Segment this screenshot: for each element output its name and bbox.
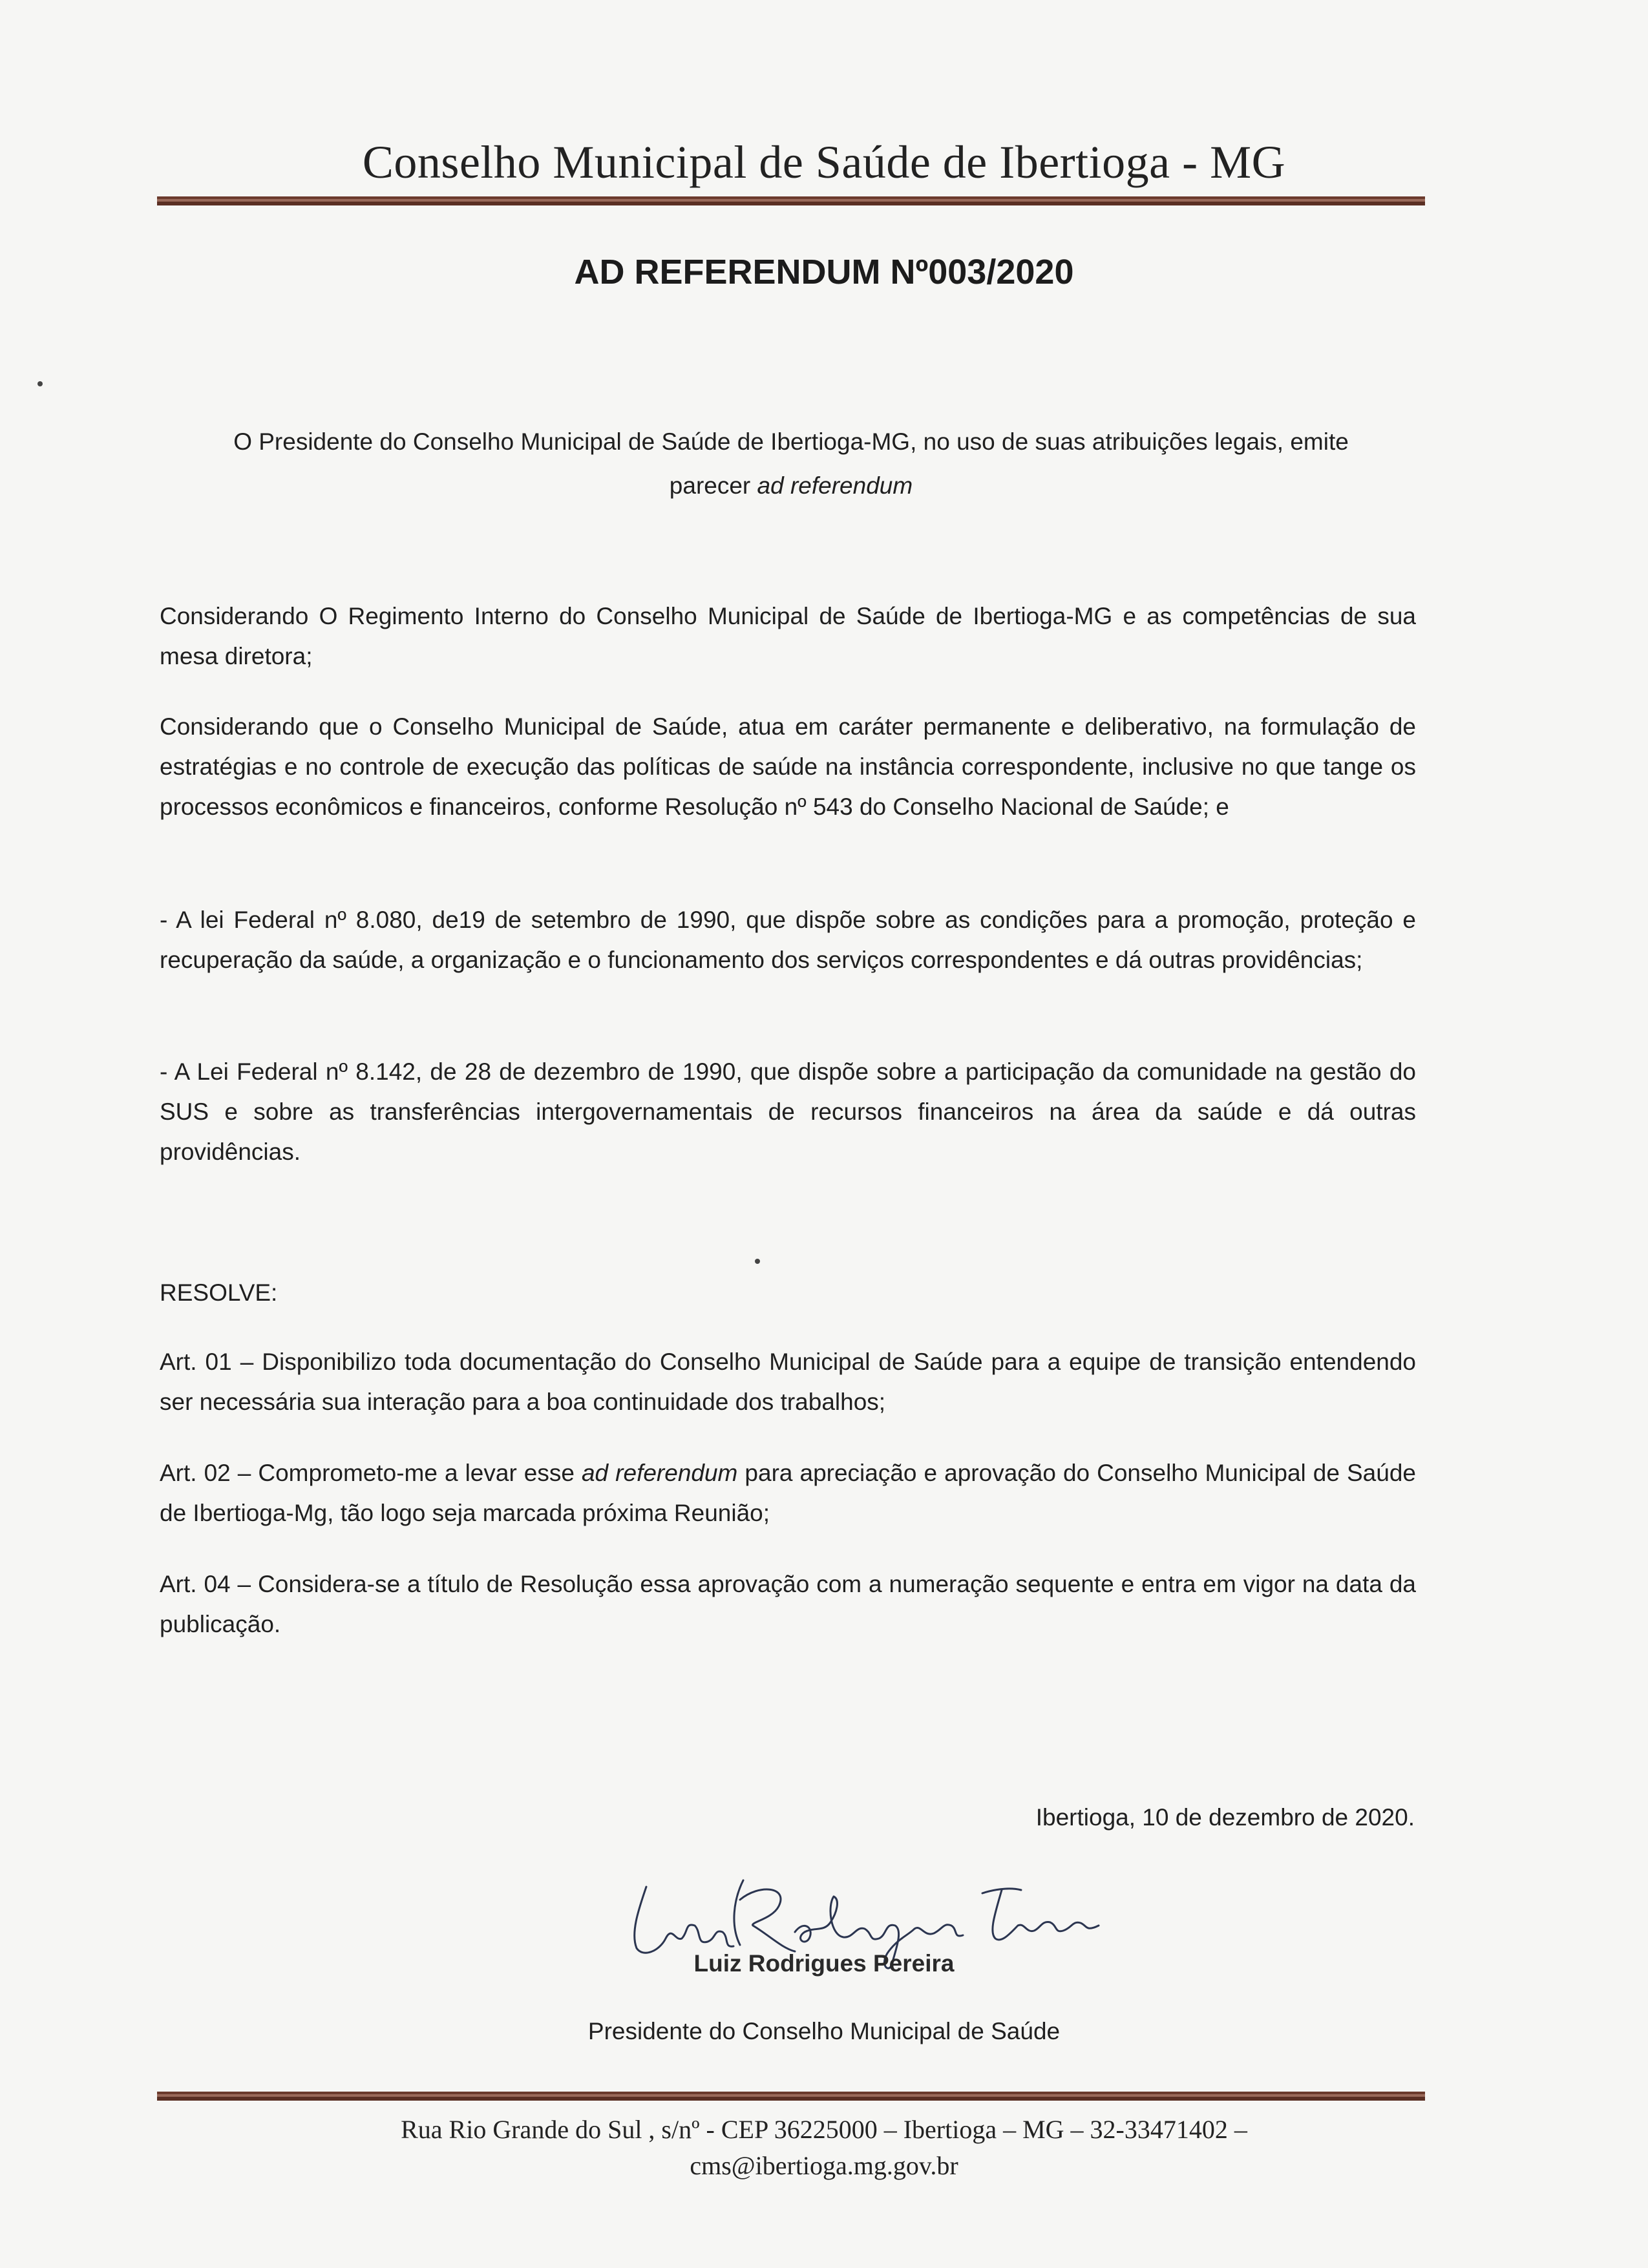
considerando-2-text: Considerando que o Conselho Municipal de Saúde, atua em caráter permanente e deliberativo, na formulação de estratégias e no controle de execução das políticas de saúde na instância correspondente, inclusive no que tange os processos econômicos e financeiros, conforme Resolução nº 543 do Conselho Nacional de Saúde; e xyxy=(160,713,1416,820)
place-and-date: Ibertioga, 10 de dezembro de 2020. xyxy=(1035,1804,1415,1831)
document-title: AD REFERENDUM Nº003/2020 xyxy=(574,253,1074,291)
signer-name: Luiz Rodrigues Pereira xyxy=(693,1950,955,1977)
article-02-prefix: Art. 02 – Comprometo-me a levar esse xyxy=(160,1460,582,1486)
lei-8080-paragraph xyxy=(160,900,1416,980)
intro-paragraph xyxy=(157,420,1425,508)
footer-divider xyxy=(157,2092,1425,2101)
article-01-text: Art. 01 – Disponibilizo toda documentação do Conselho Municipal de Saúde para a equipe de transição entendendo ser necessária sua interação para a boa continuidade dos trabalhos; xyxy=(160,1349,1416,1415)
article-01 xyxy=(160,1342,1416,1422)
scan-speck xyxy=(37,381,43,386)
footer-address: Rua Rio Grande do Sul , s/nº - CEP 36225000 – Ibertioga – MG – 32-33471402 – xyxy=(401,2115,1247,2144)
footer-email: cms@ibertioga.mg.gov.br xyxy=(690,2151,958,2180)
considerando-1 xyxy=(160,596,1416,677)
footer xyxy=(0,2112,1648,2184)
intro-line-2 xyxy=(157,464,1425,508)
signer-role: Presidente do Conselho Municipal de Saúde xyxy=(587,2018,1061,2044)
article-02-italic: ad referendum xyxy=(581,1460,738,1486)
intro-line-1: O Presidente do Conselho Municipal de Saúde de Ibertioga-MG, no uso de suas atribuições legais, emite xyxy=(233,428,1349,455)
header-divider xyxy=(157,196,1425,205)
article-04 xyxy=(160,1564,1416,1644)
lei-8142-text: - A Lei Federal nº 8.142, de 28 de dezembro de 1990, que dispõe sobre a participação da comunidade na gestão do SUS e sobre as transferências intergovernamentais de recursos financeiros na área da saúde e dá outras providências. xyxy=(160,1058,1416,1165)
intro-italic: ad referendum xyxy=(757,472,913,499)
resolve-heading xyxy=(160,1273,1416,1313)
intro-prefix: parecer xyxy=(669,472,757,499)
scan-speck xyxy=(755,1259,760,1264)
considerando-1-text: Considerando O Regimento Interno do Conselho Municipal de Saúde de Ibertioga-MG e as competências de sua mesa diretora; xyxy=(160,603,1416,669)
article-02 xyxy=(160,1453,1416,1533)
considerando-2 xyxy=(160,707,1416,827)
lei-8080-text: - A lei Federal nº 8.080, de19 de setembro de 1990, que dispõe sobre as condições para a promoção, proteção e recuperação da saúde, a organização e o funcionamento dos serviços correspondentes e dá outras providências; xyxy=(160,907,1416,973)
article-02-text xyxy=(160,1453,1416,1533)
article-02-suffix: para apreciação e aprovação do Conselho Municipal de Saúde de Ibertioga-Mg, tão logo seja marcada próxima Reunião; xyxy=(160,1460,1416,1526)
organization-header: Conselho Municipal de Saúde de Ibertioga - MG xyxy=(362,136,1286,188)
article-04-text: Art. 04 – Considera-se a título de Resolução essa aprovação com a numeração sequente e entra em vigor na data da publicação. xyxy=(160,1571,1416,1637)
resolve-text: RESOLVE: xyxy=(160,1279,278,1306)
lei-8142-paragraph xyxy=(160,1052,1416,1172)
